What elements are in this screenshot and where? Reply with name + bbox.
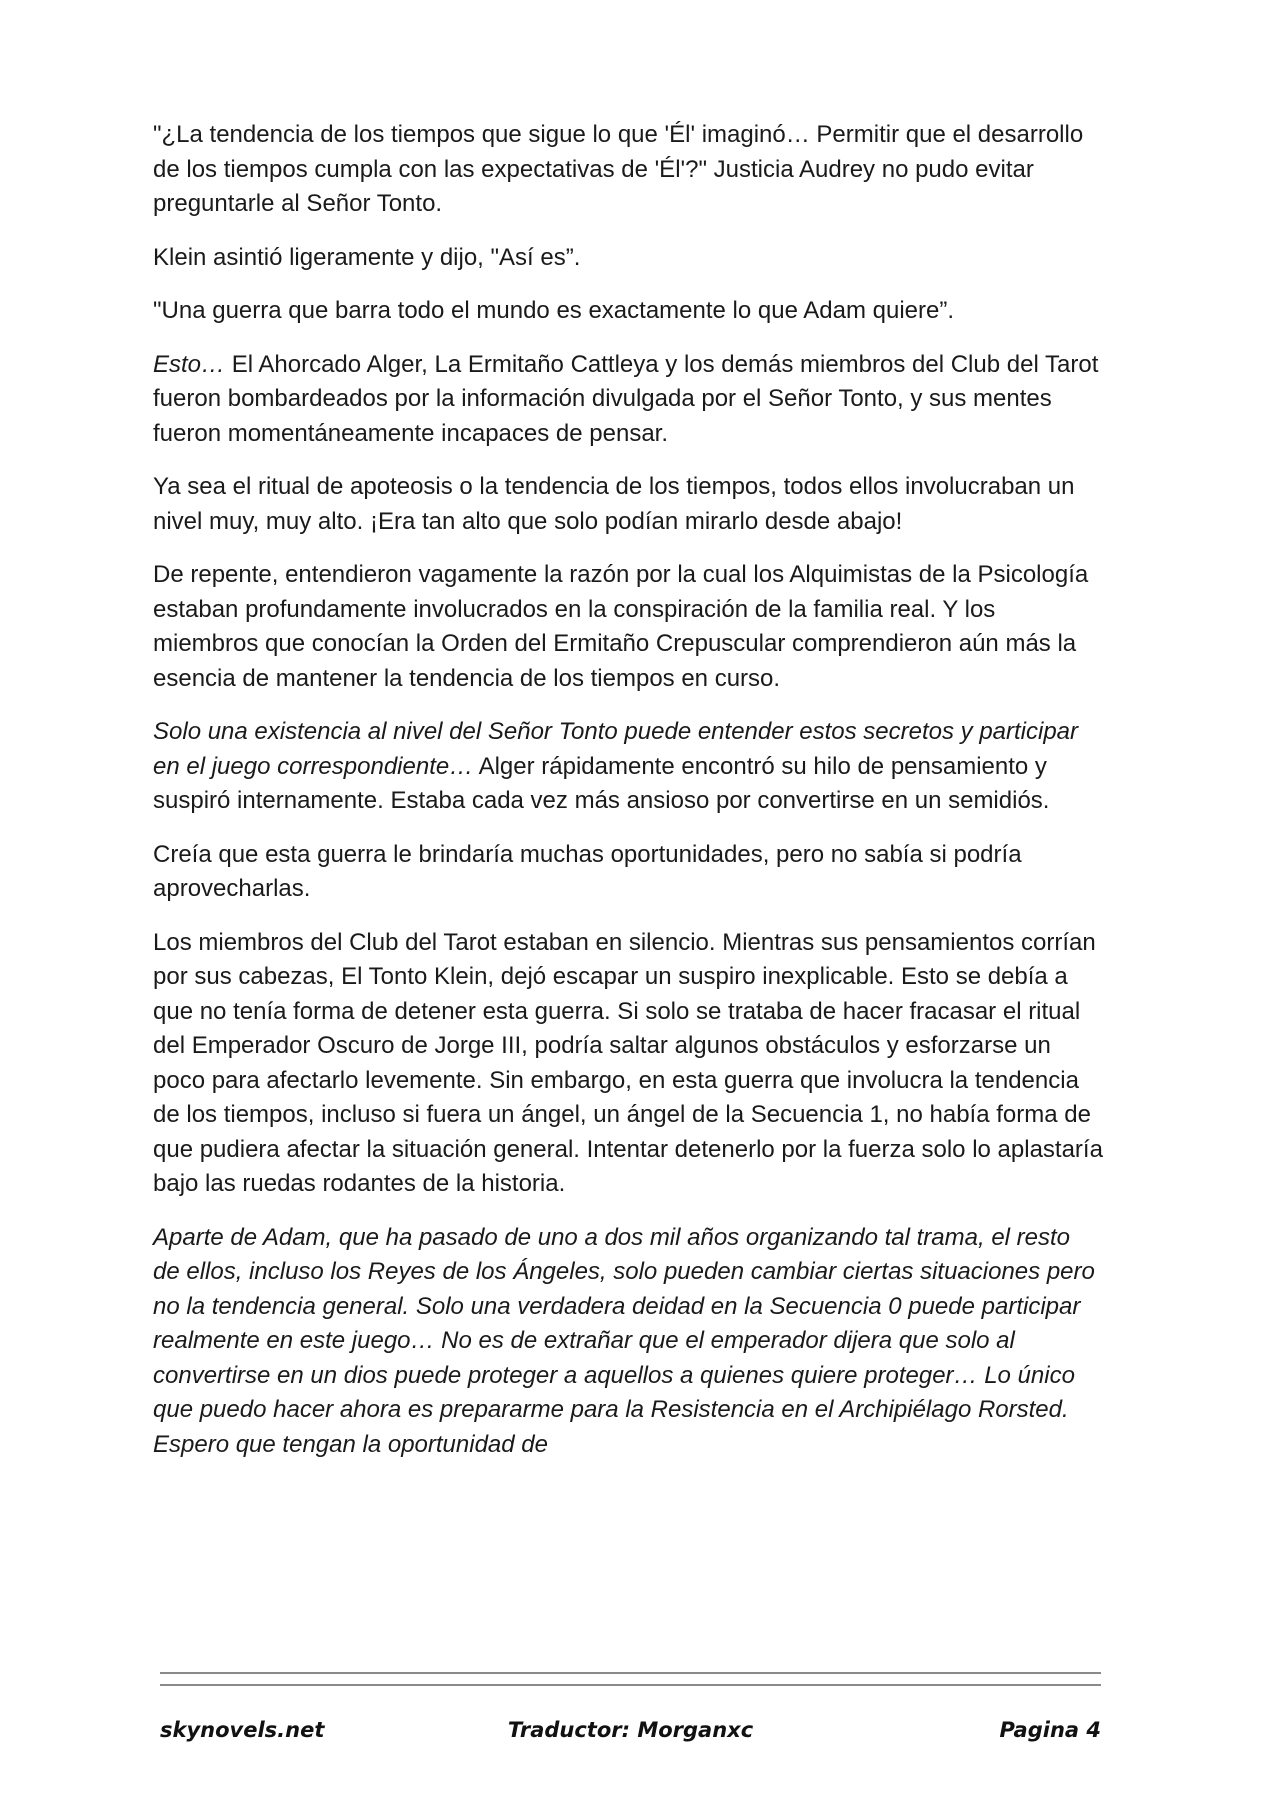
paragraph-text: De repente, entendieron vagamente la razón por la cual los Alquimistas de la Psicología estaban profundamente involucrados en la conspiración de la familia real. Y los miembros que conocían la Orden del Ermitaño Crepuscular comprendieron aún más la esencia de mantener la tendencia de los tiempos en curso. <box>153 561 1089 692</box>
paragraph-italic-text: Esto… <box>153 350 226 378</box>
paragraph <box>153 558 1103 696</box>
paragraph <box>153 348 1103 452</box>
paragraph <box>153 926 1103 1202</box>
paragraph-text: Klein asintió ligeramente y dijo, "Así es”. <box>153 243 581 271</box>
footer-divider <box>160 1672 1101 1696</box>
paragraph-text: Ya sea el ritual de apoteosis o la tendencia de los tiempos, todos ellos involucraban un nivel muy, muy alto. ¡Era tan alto que solo podían mirarlo desde abajo! <box>153 473 1075 535</box>
footer-site: skynovels.net <box>160 1718 325 1742</box>
paragraph <box>153 715 1103 819</box>
paragraph-text: "Una guerra que barra todo el mundo es exactamente lo que Adam quiere”. <box>153 297 955 324</box>
divider-line <box>160 1672 1101 1674</box>
paragraph-text: Creía que esta guerra le brindaría muchas oportunidades, pero no sabía si podría aprovecharlas. <box>153 840 1022 902</box>
page-body <box>153 118 1103 1481</box>
page-footer <box>160 1712 1101 1752</box>
paragraph <box>153 294 1103 329</box>
paragraph <box>153 118 1103 222</box>
paragraph-text: Los miembros del Club del Tarot estaban en silencio. Mientras sus pensamientos corrían por sus cabezas, El Tonto Klein, dejó escapar un suspiro inexplicable. Esto se debía a que no tenía forma de detener esta guerra. Si solo se trataba de hacer fracasar el ritual del Emperador Oscuro de Jorge III, podría saltar algunos obstáculos y esforzarse un poco para afectarlo levemente. Sin embargo, en esta guerra que involucra la tendencia de los tiempos, incluso si fuera un ángel, un ángel de la Secuencia 1, no había forma de que pudiera afectar la situación general. Intentar detenerlo por la fuerza solo lo aplastaría bajo las ruedas rodantes de la historia. <box>153 928 1103 1197</box>
paragraph <box>153 241 1103 276</box>
footer-page-number: Pagina 4 <box>999 1718 1101 1742</box>
paragraph-text: Alger rápidamente encontró su hilo de pensamiento y suspiró internamente. Estaba cada vez más ansioso por convertirse en un semidiós. <box>153 752 1050 814</box>
paragraph-italic-text: Solo una existencia al nivel del Señor Tonto puede entender estos secretos y participar en el juego correspondiente… <box>153 718 1079 780</box>
paragraph <box>153 838 1103 907</box>
paragraph <box>153 470 1103 539</box>
divider-line <box>160 1684 1101 1686</box>
paragraph <box>153 1221 1103 1463</box>
paragraph-italic-text: Aparte de Adam, que ha pasado de uno a dos mil años organizando tal trama, el resto de ellos, incluso los Reyes de los Ángeles, solo pueden cambiar ciertas situaciones pero no la tendencia general. Solo una verdadera deidad en la Secuencia 0 puede participar realmente en este juego… No es de extrañar que el emperador dijera que solo al convertirse en un dios puede proteger a aquellos a quienes quiere proteger… Lo único que puedo hacer ahora es prepararme para la Resistencia en el Archipiélago Rorsted. Espero que tengan la oportunidad de <box>153 1223 1095 1458</box>
footer-translator: Traductor: Morganxc <box>507 1718 754 1742</box>
paragraph-text: El Ahorcado Alger, La Ermitaño Cattleya y los demás miembros del Club del Tarot fueron bombardeados por la información divulgada por el Señor Tonto, y sus mentes fueron momentáneamente incapaces de pensar. <box>153 350 1099 447</box>
paragraph-text: "¿La tendencia de los tiempos que sigue lo que 'Él' imaginó… Permitir que el desarrollo de los tiempos cumpla con las expectativas de 'Él'?" Justicia Audrey no pudo evitar preguntarle al Señor Tonto. <box>153 121 1084 217</box>
